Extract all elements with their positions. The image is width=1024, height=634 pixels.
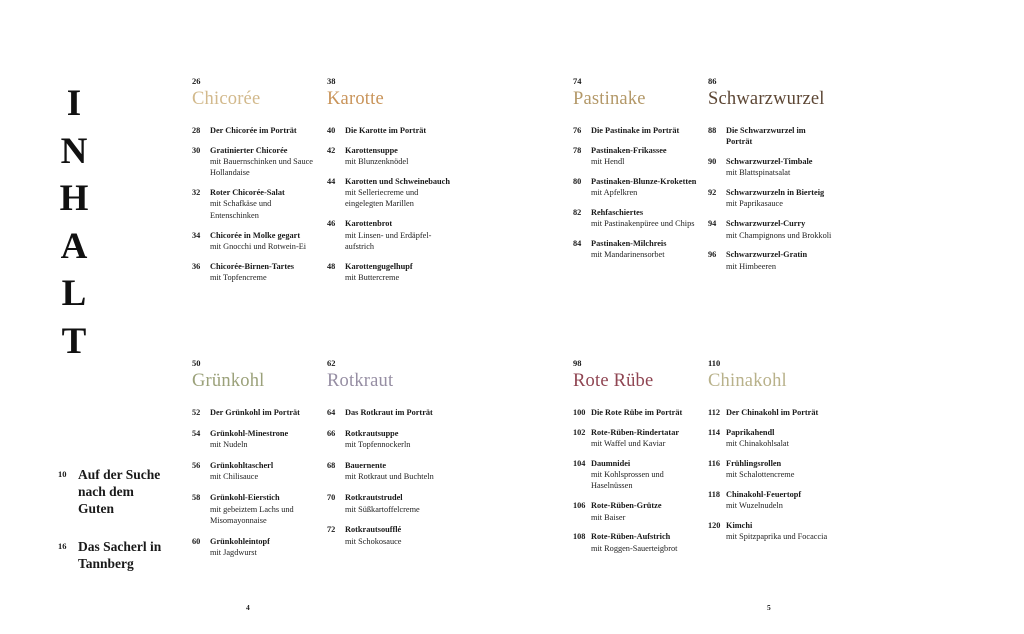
entry-title: Die Schwarzwurzel im Porträt (726, 126, 806, 147)
entry-subtitle: mit Spitzpaprika und Focaccia (726, 532, 828, 542)
entry-title: Schwarzwurzeln in Bierteig (726, 188, 825, 198)
entry-title: Die Pastinake im Porträt (591, 126, 680, 135)
entry-title: Kimchi (726, 521, 753, 531)
chapter-title[interactable]: Grünkohl (192, 371, 265, 391)
toc-entry[interactable] (192, 261, 320, 284)
toc-entry[interactable] (192, 407, 320, 418)
toc-entry[interactable] (327, 261, 452, 284)
entry-page-number: 60 (192, 536, 201, 546)
chapter-section (192, 76, 320, 292)
entry-page-number: 106 (573, 501, 586, 511)
entry-title: Die Karotte im Porträt (345, 126, 427, 135)
entry-subtitle: mit Schalottencreme (726, 470, 795, 480)
entry-list (573, 125, 698, 261)
entry-subtitle: mit Schokosauce (345, 536, 402, 546)
entry-subtitle: mit Roggen-Sauerteigbrot (591, 543, 678, 553)
toc-entry[interactable] (708, 249, 833, 272)
toc-entry[interactable] (573, 531, 698, 554)
entry-page-number: 94 (708, 219, 717, 229)
entry-page-number: 32 (192, 188, 201, 198)
entry-title: Daumnidei (591, 458, 631, 468)
toc-entry[interactable] (192, 187, 320, 221)
entry-subtitle: mit Blunzenknödel (345, 157, 409, 167)
entry-subtitle: mit Rotkraut und Buchteln (345, 472, 434, 482)
toc-entry[interactable] (708, 187, 833, 210)
entry-page-number: 48 (327, 261, 336, 271)
entry-page-number: 68 (327, 461, 336, 471)
chapter-section (573, 358, 698, 562)
toc-entry[interactable] (327, 176, 452, 210)
entry-page-number: 30 (192, 145, 201, 155)
entry-title: Der Chicorée im Porträt (210, 126, 297, 135)
intro-page-number: 10 (58, 469, 67, 479)
entry-subtitle: mit gebeiztem Lachs und Misomayonnaise (210, 504, 294, 525)
entry-subtitle: mit Paprikasauce (726, 199, 783, 209)
chapter-title[interactable]: Pastinake (573, 89, 646, 109)
toc-entry[interactable] (573, 176, 698, 199)
entry-title: Karottensuppe (345, 145, 398, 155)
entry-list (327, 125, 452, 283)
entry-page-number: 54 (192, 428, 201, 438)
entry-title: Der Chinakohl im Porträt (726, 408, 819, 417)
title-letter: L (61, 273, 87, 314)
entry-title: Bauernente (345, 461, 387, 471)
entry-title: Paprikahendl (726, 427, 775, 437)
entry-title: Karotten und Schweinebauch (345, 176, 450, 186)
intro-title: Auf der Suche nach dem Guten (78, 467, 161, 516)
page-number-right: 5 (767, 603, 771, 612)
entry-subtitle: mit Apfelkren (591, 188, 638, 198)
entry-title: Karottengugelhupf (345, 261, 413, 271)
toc-entry[interactable] (573, 458, 698, 492)
toc-entry[interactable] (327, 492, 452, 515)
chapter-page-number: 26 (192, 76, 201, 86)
entry-title: Grünkohltascherl (210, 461, 274, 471)
entry-list (708, 125, 833, 272)
toc-entry[interactable] (573, 207, 698, 230)
toc-entry[interactable] (327, 407, 452, 418)
entry-subtitle: mit Kohlsprossen und Haselnüssen (591, 470, 664, 491)
chapter-section (327, 358, 452, 557)
title-letter: T (61, 320, 87, 362)
entry-subtitle: mit Hendl (591, 157, 625, 167)
toc-entry[interactable] (192, 492, 320, 526)
toc-entry[interactable] (192, 460, 320, 483)
entry-subtitle: mit Chilisauce (210, 472, 259, 482)
chapter-page-number: 38 (327, 76, 336, 86)
toc-entry[interactable] (573, 238, 698, 261)
toc-entry[interactable] (708, 156, 833, 179)
entry-page-number: 36 (192, 261, 201, 271)
entry-page-number: 66 (327, 428, 336, 438)
entry-title: Das Rotkraut im Porträt (345, 408, 433, 417)
chapter-section (708, 76, 833, 280)
entry-subtitle: mit Buttercreme (345, 272, 400, 282)
entry-subtitle: mit Himbeeren (726, 261, 776, 271)
entry-page-number: 52 (192, 408, 201, 417)
entry-subtitle: mit Pastinakenpüree und Chips (591, 219, 695, 229)
chapter-page-number: 110 (708, 358, 721, 368)
chapter-page-number: 74 (573, 76, 582, 86)
entry-title: Pastinaken-Frikassee (591, 145, 667, 155)
entry-page-number: 78 (573, 145, 582, 155)
title-letter: H (59, 178, 89, 219)
entry-title: Rotkrautsuppe (345, 428, 399, 438)
chapter-title[interactable]: Rotkraut (327, 371, 394, 391)
entry-title: Rotkrautstrudel (345, 493, 403, 503)
entry-title: Pastinaken-Milchreis (591, 239, 667, 249)
entry-page-number: 120 (708, 521, 721, 531)
page-number-left: 4 (246, 603, 250, 612)
entry-page-number: 92 (708, 188, 717, 198)
intro-title: Das Sacherl in Tannberg (78, 539, 162, 571)
chapter-title[interactable]: Chicorée (192, 89, 261, 109)
toc-entry[interactable] (327, 460, 452, 483)
entry-title: Frühlingsrollen (726, 458, 782, 468)
toc-entry[interactable] (708, 489, 833, 512)
entry-page-number: 70 (327, 493, 336, 503)
entry-page-number: 40 (327, 126, 336, 135)
entry-page-number: 96 (708, 250, 717, 260)
entry-page-number: 116 (708, 458, 720, 468)
entry-subtitle: mit Blattspinatsalat (726, 168, 791, 178)
entry-subtitle: mit Schafkäse und Entenschinken (210, 199, 272, 220)
chapter-section (192, 358, 320, 568)
entry-list (192, 407, 320, 558)
intro-page-number: 16 (58, 541, 67, 551)
entry-subtitle: mit Selleriecreme und eingelegten Marillen (345, 188, 419, 209)
toc-entry[interactable] (573, 407, 698, 418)
entry-page-number: 84 (573, 239, 582, 249)
entry-title: Der Grünkohl im Porträt (210, 408, 300, 417)
entry-title: Schwarzwurzel-Curry (726, 219, 806, 229)
entry-title: Rote-Rüben-Rindertatar (591, 427, 680, 437)
title-letter: N (60, 130, 88, 172)
toc-entry[interactable] (192, 145, 320, 179)
toc-entry[interactable] (708, 458, 833, 481)
entry-list (327, 407, 452, 547)
toc-entry[interactable] (708, 125, 833, 148)
entry-title: Gratinierter Chicorée (210, 145, 288, 155)
toc-entry[interactable] (327, 125, 452, 136)
entry-page-number: 76 (573, 126, 582, 135)
toc-entry[interactable] (192, 125, 320, 136)
chapter-page-number: 98 (573, 358, 582, 368)
entry-subtitle: mit Chinakohlsalat (726, 439, 789, 449)
entry-title: Schwarzwurzel-Gratin (726, 250, 808, 260)
entry-list (192, 125, 320, 283)
entry-subtitle: mit Wuzelnudeln (726, 501, 783, 511)
toc-entry[interactable] (192, 536, 320, 559)
entry-page-number: 82 (573, 207, 582, 217)
toc-entry[interactable] (708, 407, 833, 418)
chapter-page-number: 62 (327, 358, 336, 368)
entry-page-number: 114 (708, 427, 720, 437)
entry-list (708, 407, 833, 543)
toc-entry[interactable] (708, 520, 833, 543)
chapter-title[interactable]: Schwarzwurzel (708, 89, 825, 109)
entry-page-number: 44 (327, 176, 336, 186)
entry-title: Karottenbrot (345, 219, 393, 229)
entry-title: Chinakohl-Feuertopf (726, 489, 802, 499)
entry-page-number: 102 (573, 427, 586, 437)
entry-title: Chicorée in Molke gegart (210, 230, 301, 240)
entry-title: Schwarzwurzel-Timbale (726, 157, 813, 167)
entry-title: Grünkohl-Minestrone (210, 428, 289, 438)
chapter-title[interactable]: Karotte (327, 89, 384, 109)
toc-entry[interactable] (573, 427, 698, 450)
title-letter: I (66, 83, 82, 124)
entry-subtitle: mit Topfennockerln (345, 440, 411, 450)
entry-subtitle: mit Baiser (591, 512, 626, 522)
toc-entry[interactable] (327, 145, 452, 168)
entry-page-number: 90 (708, 157, 717, 167)
entry-page-number: 56 (192, 461, 201, 471)
entry-page-number: 64 (327, 408, 336, 417)
chapter-section (327, 76, 452, 292)
entry-subtitle: mit Süßkartoffelcreme (345, 504, 420, 514)
entry-page-number: 34 (192, 230, 201, 240)
entry-title: Rotkrautsoufflé (345, 525, 402, 535)
entry-page-number: 88 (708, 126, 717, 135)
inhalt-title (58, 80, 90, 365)
entry-title: Grünkohl-Eierstich (210, 493, 280, 503)
entry-title: Rehfaschiertes (591, 207, 644, 217)
chapter-page-number: 86 (708, 76, 717, 86)
entry-page-number: 46 (327, 219, 336, 229)
entry-title: Grünkohleintopf (210, 536, 270, 546)
entry-page-number: 72 (327, 525, 336, 535)
chapter-section (573, 76, 698, 269)
entry-page-number: 28 (192, 126, 201, 135)
toc-entry[interactable] (192, 230, 320, 253)
entry-page-number: 58 (192, 493, 201, 503)
entry-subtitle: mit Jagdwurst (210, 548, 257, 558)
toc-entry[interactable] (573, 500, 698, 523)
toc-entry[interactable] (327, 524, 452, 547)
title-letter: A (60, 225, 88, 267)
entry-title: Chicorée-Birnen-Tartes (210, 261, 295, 271)
toc-entry[interactable] (708, 427, 833, 450)
entry-title: Pastinaken-Blunze-Kroketten (591, 176, 697, 186)
entry-page-number: 108 (573, 532, 586, 542)
entry-title: Rote-Rüben-Grütze (591, 501, 662, 511)
entry-page-number: 80 (573, 176, 582, 186)
toc-entry[interactable] (708, 218, 833, 241)
toc-entry[interactable] (573, 125, 698, 136)
entry-page-number: 100 (573, 408, 586, 417)
entry-subtitle: mit Topfencreme (210, 272, 267, 282)
entry-subtitle: mit Waffel und Kaviar (591, 439, 666, 449)
entry-page-number: 112 (708, 408, 720, 417)
entry-title: Roter Chicorée-Salat (210, 188, 285, 198)
toc-entry[interactable] (327, 218, 452, 252)
entry-page-number: 104 (573, 458, 586, 468)
entry-subtitle: mit Gnocchi und Rotwein-Ei (210, 241, 307, 251)
entry-title: Die Rote Rübe im Porträt (591, 408, 683, 417)
toc-entry[interactable] (573, 145, 698, 168)
chapter-section (708, 358, 833, 551)
chapter-page-number: 50 (192, 358, 201, 368)
entry-subtitle: mit Champignons und Brokkoli (726, 230, 832, 240)
chapter-title[interactable]: Rote Rübe (573, 371, 654, 391)
entry-page-number: 42 (327, 145, 336, 155)
entry-list (573, 407, 698, 554)
toc-entry[interactable] (192, 428, 320, 451)
entry-subtitle: mit Linsen- und Erdäpfel-aufstrich (345, 230, 432, 251)
entry-title: Rote-Rüben-Aufstrich (591, 532, 671, 542)
entry-subtitle: mit Mandarinensorbet (591, 250, 665, 260)
entry-subtitle: mit Nudeln (210, 440, 248, 450)
entry-page-number: 118 (708, 489, 720, 499)
toc-entry[interactable] (327, 428, 452, 451)
chapter-title[interactable]: Chinakohl (708, 371, 787, 391)
entry-subtitle: mit Bauernschinken und Sauce Hollandaise (210, 157, 313, 178)
